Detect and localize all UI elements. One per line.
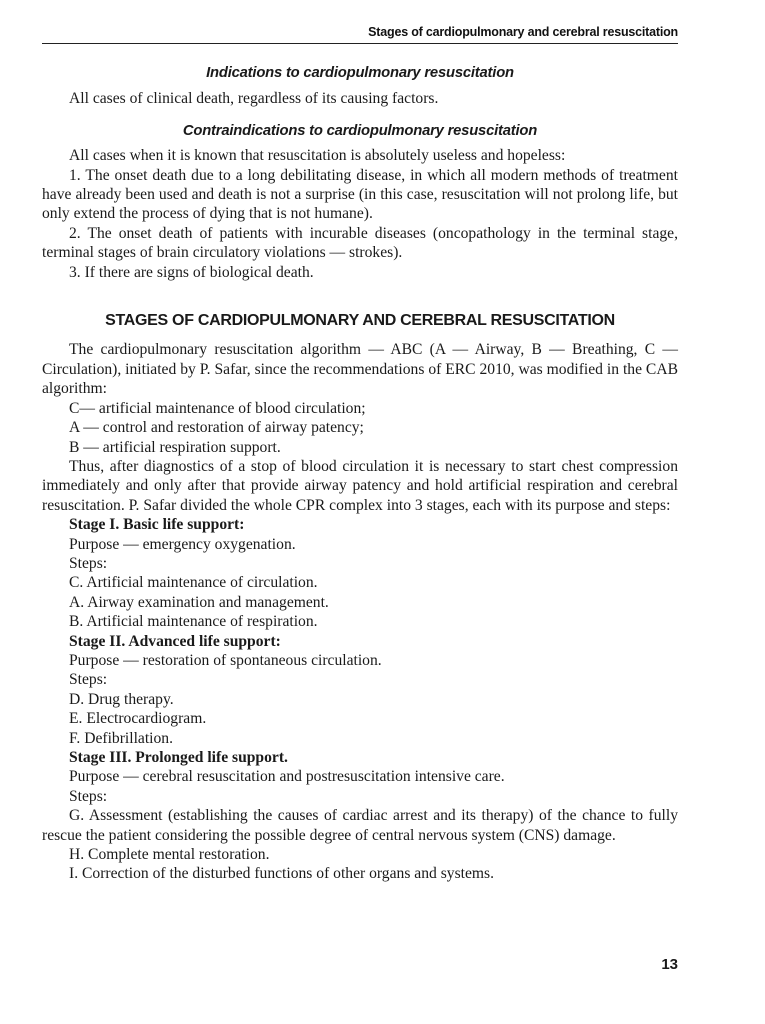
stage-3-purpose: Purpose — cerebral resuscitation and postresuscitation intensive care. [69,768,505,786]
stage-1-step: A. Airway examination and management. [69,593,329,611]
contraindications-heading: Contraindications to cardiopulmonary resuscitation [182,122,538,139]
body-text [42,64,678,884]
contraindication-item: 3. If there are signs of biological death. [69,263,314,281]
stage-1-title: Stage I. Basic life support: [69,516,245,534]
stage-3-title: Stage III. Prolonged life support. [69,749,288,766]
stage-2-steps-label: Steps: [69,671,108,689]
stage-2-step: F. Defibrillation. [69,729,173,747]
stage-1-steps-label: Steps: [69,554,108,572]
header-rule [42,43,678,44]
cab-item: A — control and restoration of airway patency; [69,419,364,437]
algorithm-intro: The cardiopulmonary resuscitation algorithm — ABC (A — Airway, B — Breathing, C — Circulation), initiated by P. Safar, since the recommendations of ERC 2010, was modified in the CAB algorithm: [42,341,678,398]
stage-3-steps-label: Steps: [69,787,108,805]
stage-2-step: E. Electrocardiogram. [69,710,207,728]
running-header: Stages of cardiopulmonary and cerebral resuscitation [368,25,678,39]
thus-paragraph: Thus, after diagnostics of a stop of blood circulation it is necessary to start chest compression immediately and only after that provide airway patency and hold artificial respiration and cerebral resuscitation. P. Safar divided the whole CPR complex into 3 stages, each with its purpose and steps: [42,457,678,514]
cab-item: B — artificial respiration support. [69,438,281,456]
contraindication-item: 2. The onset death of patients with incurable diseases (oncopathology in the terminal stage, terminal stages of brain circulatory violations — strokes). [42,224,678,262]
page-number: 13 [661,956,678,973]
stage-3-step: G. Assessment (establishing the causes of cardiac arrest and its therapy) of the chance to fully rescue the patient considering the possible degree of central nervous system (CNS) damage. [42,807,678,844]
contraindications-intro: All cases when it is known that resuscitation is absolutely useless and hopeless: [69,147,566,165]
contraindication-item: 1. The onset death due to a long debilitating disease, in which all modern methods of treatment have already been used and death is not a surprise (in this case, resuscitation will not prolong life, but only extend the process of dying that is not humane). [42,166,678,223]
indications-heading: Indications to cardiopulmonary resuscitation [206,65,514,81]
document-page [42,0,678,1024]
stage-1-step: C. Artificial maintenance of circulation. [69,574,318,592]
section-heading: STAGES OF CARDIOPULMONARY AND CEREBRAL RESUSCITATION [105,312,615,330]
stage-3-step: I. Correction of the disturbed functions of other organs and systems. [69,865,494,883]
stage-2-purpose: Purpose — restoration of spontaneous circulation. [69,651,382,669]
stage-2-title: Stage II. Advanced life support: [69,632,281,650]
indications-paragraph: All cases of clinical death, regardless of its causing factors. [69,90,439,108]
cab-item: C— artificial maintenance of blood circulation; [69,399,366,417]
stage-1-purpose: Purpose — emergency oxygenation. [69,535,296,553]
stage-3-step: H. Complete mental restoration. [69,846,270,864]
stage-2-step: D. Drug therapy. [69,690,174,708]
stage-1-step: B. Artificial maintenance of respiration. [69,613,318,631]
